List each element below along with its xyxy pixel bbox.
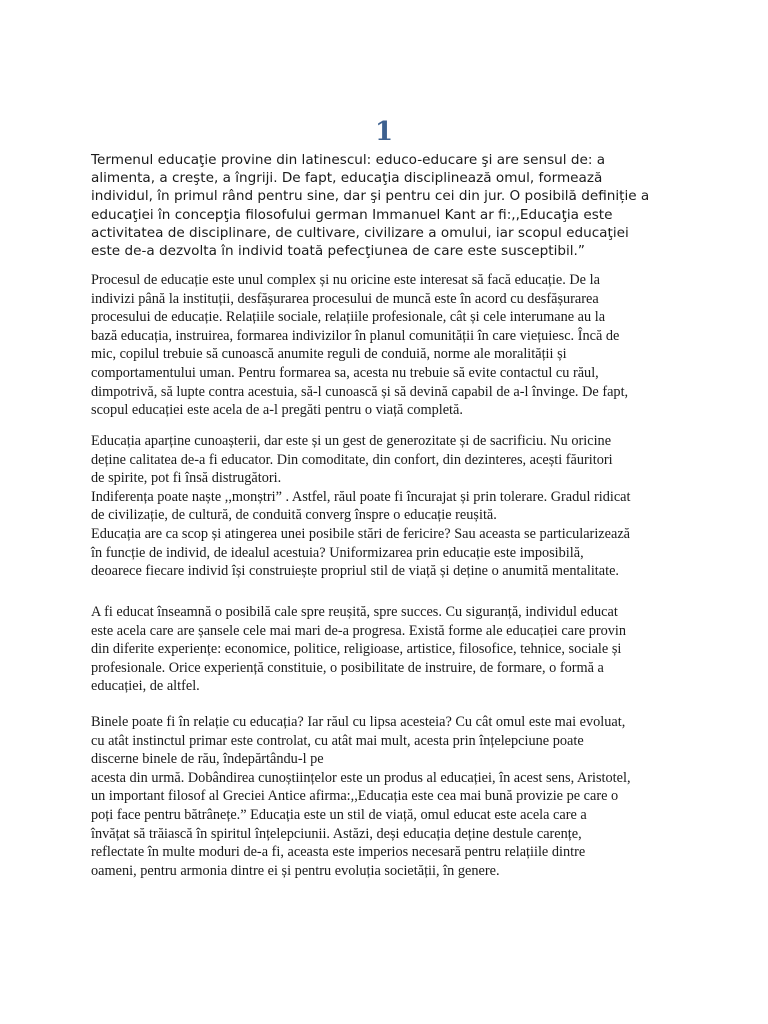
- text-line: deține calitatea de-a fi educator. Din comoditate, din confort, din dezinteres, acești făuritori: [91, 451, 613, 468]
- paragraph-educator-role: [91, 432, 691, 581]
- text-line: indivizi până la instituții, desfășurarea procesului de muncă este în acord cu desfășurarea: [91, 290, 599, 307]
- intro-paragraph: [91, 151, 691, 260]
- text-line: Termenul educaţie provine din latinescul: educo-educare şi are sensul de: a: [91, 152, 606, 168]
- text-line: Indiferența poate naște ,,monștri” . Astfel, răul poate fi încurajat și prin tolerare. Gradul ridicat: [91, 488, 631, 505]
- page-number-heading: 1: [374, 117, 394, 147]
- text-line: Educația are ca scop și atingerea unei posibile stări de fericire? Sau aceasta se particularizează: [91, 525, 631, 542]
- text-line: dimpotrivă, să lupte contra acestuia, să-l cunoască și să devină capabil de a-l învinge. De fapt,: [91, 383, 629, 400]
- text-line: din diferite experiențe: economice, politice, religioase, artistice, filosofice, tehnice, sociale și: [91, 641, 622, 658]
- text-line: activitatea de disciplinare, de cultivare, civilizare a omului, iar scopul educaţiei: [91, 224, 629, 241]
- text-line: cu atât instinctul primar este controlat, cu atât mai mult, acesta prin înțelepciune poate: [91, 732, 584, 749]
- text-line: deoarece fiecare individ își construiește propriul stil de viață și deține o anumită mentalitate.: [91, 563, 620, 580]
- text-line: acesta din urmă. Dobândirea cunoștiințelor este un produs al educației, în acest sens, Aristotel,: [91, 769, 631, 786]
- text-line: de civilizație, de cultură, de conduită converg înspre o educație reușită.: [91, 507, 497, 524]
- text-line: scopul educației este acela de a-l pregăti pentru o viață completă.: [91, 402, 463, 419]
- text-line: este acela care are șansele cele mai mari de-a progresa. Există forme ale educației care provin: [91, 622, 627, 639]
- text-line: învățat să trăiască în spiritul înțelepciunii. Astăzi, deși educația deține destule carențe,: [91, 825, 582, 842]
- text-line: de spirite, pot fi însă distrugători.: [91, 470, 282, 487]
- text-line: individul, în primul rând pentru sine, dar şi pentru cei din jur. O posibilă definiție a: [91, 188, 650, 205]
- text-line: profesionale. Orice experiență constituie, o posibilitate de instruire, de formare, o formă a: [91, 659, 604, 676]
- text-line: discerne binele de rău, îndepărtându-l pe: [91, 751, 324, 768]
- text-line: educației, de altfel.: [91, 678, 200, 695]
- text-line: reflectate în multe moduri de-a fi, aceasta este imperios necesară pentru relațiile dintre: [91, 844, 586, 861]
- text-line: A fi educat înseamnă o posibilă cale spre reușită, spre succes. Cu siguranță, individul educat: [91, 604, 618, 620]
- paragraph-good-and-evil: [91, 713, 691, 880]
- text-line: bază educația, instruirea, formarea indivizilor în planul comunității în care viețuiesc. Încă de: [91, 327, 620, 344]
- text-line: este de-a dezvolta în individ toată pefecţiunea de care este susceptibil.”: [91, 243, 585, 260]
- paragraph-being-educated: [91, 603, 691, 696]
- text-line: educaţiei în concepţia filosofului german Immanuel Kant ar fi:,,Educaţia este: [91, 206, 613, 223]
- text-line: poți face pentru bătrânețe.” Educația este un stil de viață, omul educat este acela care a: [91, 806, 587, 823]
- paragraph-process-of-education: [91, 271, 691, 420]
- text-line: alimenta, a creşte, a îngriji. De fapt, educaţia disciplinează omul, formează: [91, 170, 603, 187]
- text-line: oameni, pentru armonia dintre ei și pentru evoluția societății, în genere.: [91, 862, 500, 879]
- text-line: în funcție de individ, de idealul acestuia? Uniformizarea prin educație este imposibilă,: [91, 544, 584, 561]
- text-line: Educația aparține cunoașterii, dar este și un gest de generozitate și de sacrificiu. Nu oricine: [91, 433, 612, 449]
- text-line: Binele poate fi în relație cu educația? Iar răul cu lipsa acesteia? Cu cât omul este mai evoluat,: [91, 714, 626, 730]
- text-line: comportamentului uman. Pentru formarea sa, acesta nu trebuie să evite contactul cu răul,: [91, 364, 599, 381]
- text-line: procesului de educație. Relațiile sociale, relațiile profesionale, cât și cele interumane au la: [91, 309, 606, 326]
- text-line: Procesul de educație este unul complex și nu oricine este interesat să facă educație. De la: [91, 272, 600, 288]
- text-line: mic, copilul trebuie să cunoască anumite reguli de conduiă, norme ale moralității și: [91, 346, 567, 363]
- text-line: un important filosof al Greciei Antice afirma:,,Educația este cea mai bună provizie pe care o: [91, 788, 619, 805]
